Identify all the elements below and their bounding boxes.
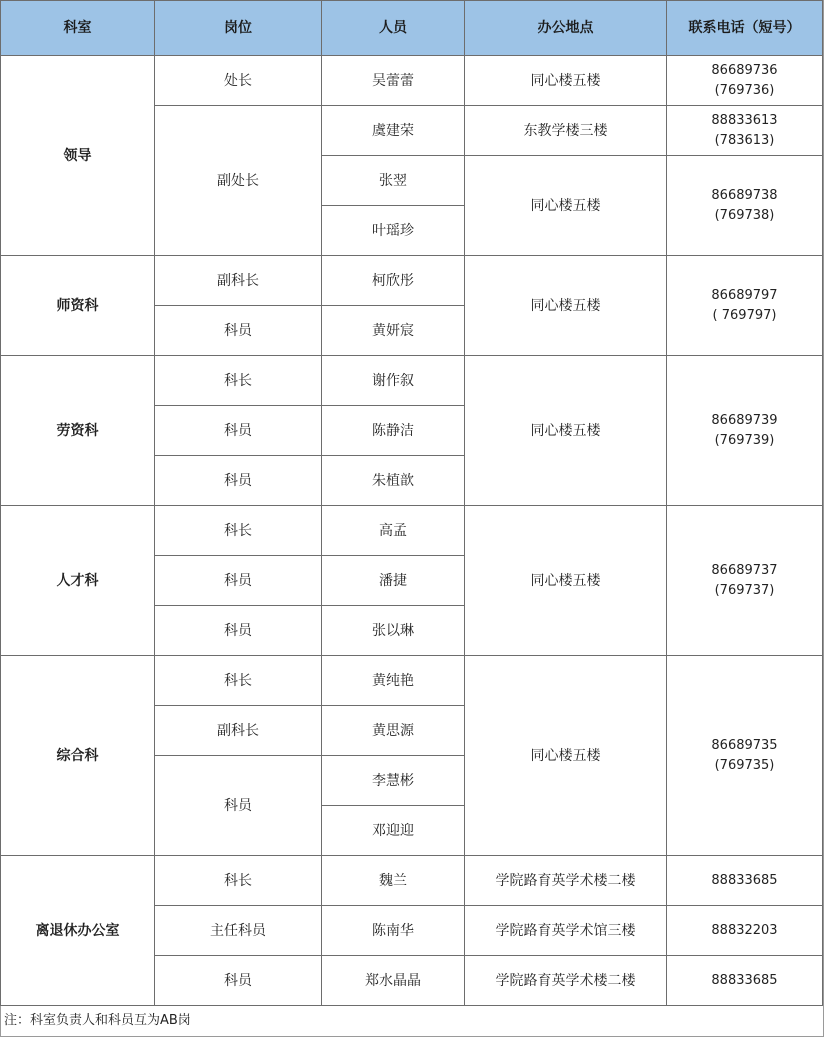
phone-cell	[667, 106, 823, 156]
post-cell: 科员	[155, 606, 322, 656]
person-cell: 李慧彬	[322, 756, 465, 806]
phone-short: (769735)	[714, 757, 775, 773]
person-cell: 邓迎迎	[322, 806, 465, 856]
post-cell: 科员	[155, 406, 322, 456]
phone-cell	[667, 506, 823, 656]
location-cell: 同心楼五楼	[465, 506, 667, 656]
header-dept: 科室	[1, 1, 155, 56]
post-cell: 科长	[155, 356, 322, 406]
person-cell: 张以琳	[322, 606, 465, 656]
header-location: 办公地点	[465, 1, 667, 56]
table-row	[1, 256, 823, 306]
person-cell: 魏兰	[322, 856, 465, 906]
dept-cell: 师资科	[1, 256, 155, 356]
dept-cell: 劳资科	[1, 356, 155, 506]
person-cell: 黄思源	[322, 706, 465, 756]
person-cell: 朱植歆	[322, 456, 465, 506]
person-cell: 吴蕾蕾	[322, 56, 465, 106]
phone-short: (769736)	[714, 82, 775, 98]
phone-number: 88833685	[711, 972, 778, 988]
post-cell: 副科长	[155, 706, 322, 756]
location-cell: 同心楼五楼	[465, 656, 667, 856]
person-cell: 谢作叙	[322, 356, 465, 406]
location-cell: 同心楼五楼	[465, 256, 667, 356]
table-row	[1, 56, 823, 106]
person-cell: 郑水晶晶	[322, 956, 465, 1006]
person-cell: 高孟	[322, 506, 465, 556]
post-cell: 科长	[155, 506, 322, 556]
location-cell: 学院路育英学术楼二楼	[465, 856, 667, 906]
phone-cell	[667, 156, 823, 256]
table-row	[1, 656, 823, 706]
table-row	[1, 506, 823, 556]
phone-cell	[667, 956, 823, 1006]
person-cell: 黄纯艳	[322, 656, 465, 706]
phone-number: 88832203	[711, 922, 778, 938]
phone-number: 86689735	[711, 737, 778, 753]
phone-number: 88833685	[711, 872, 778, 888]
location-cell: 同心楼五楼	[465, 56, 667, 106]
post-cell: 科员	[155, 756, 322, 856]
post-cell: 科员	[155, 456, 322, 506]
phone-short: (769737)	[714, 582, 775, 598]
table-header-row	[1, 1, 823, 56]
phone-number: 86689737	[711, 562, 778, 578]
post-cell: 处长	[155, 56, 322, 106]
location-cell: 同心楼五楼	[465, 156, 667, 256]
phone-short: (769738)	[714, 207, 775, 223]
post-cell: 科长	[155, 656, 322, 706]
post-cell: 科长	[155, 856, 322, 906]
phone-short: (783613)	[714, 132, 775, 148]
post-cell: 副处长	[155, 106, 322, 256]
phone-number: 86689797	[711, 287, 778, 303]
location-cell: 学院路育英学术楼二楼	[465, 956, 667, 1006]
table-row	[1, 856, 823, 906]
phone-cell	[667, 56, 823, 106]
person-cell: 潘捷	[322, 556, 465, 606]
phone-short: (769739)	[714, 432, 775, 448]
dept-cell: 综合科	[1, 656, 155, 856]
post-cell: 科员	[155, 556, 322, 606]
person-cell: 黄妍宸	[322, 306, 465, 356]
person-cell: 叶瑶珍	[322, 206, 465, 256]
phone-short: ( 769797)	[712, 307, 777, 323]
header-phone: 联系电话（短号）	[667, 1, 823, 56]
person-cell: 张翌	[322, 156, 465, 206]
header-post: 岗位	[155, 1, 322, 56]
post-cell: 科员	[155, 956, 322, 1006]
phone-cell	[667, 356, 823, 506]
location-cell: 东教学楼三楼	[465, 106, 667, 156]
post-cell: 科员	[155, 306, 322, 356]
phone-cell	[667, 256, 823, 356]
person-cell: 陈静洁	[322, 406, 465, 456]
dept-cell: 领导	[1, 56, 155, 256]
dept-cell: 人才科	[1, 506, 155, 656]
post-cell: 主任科员	[155, 906, 322, 956]
post-cell: 副科长	[155, 256, 322, 306]
dept-cell: 离退休办公室	[1, 856, 155, 1006]
location-cell: 学院路育英学术馆三楼	[465, 906, 667, 956]
location-cell: 同心楼五楼	[465, 356, 667, 506]
person-cell: 虞建荣	[322, 106, 465, 156]
person-cell: 陈南华	[322, 906, 465, 956]
phone-number: 86689738	[711, 187, 778, 203]
footnote: 注：科室负责人和科员互为AB岗	[4, 1013, 191, 1028]
phone-cell	[667, 656, 823, 856]
person-cell: 柯欣彤	[322, 256, 465, 306]
phone-cell	[667, 856, 823, 906]
header-person: 人员	[322, 1, 465, 56]
phone-number: 86689739	[711, 412, 778, 428]
table-row	[1, 356, 823, 406]
phone-cell	[667, 906, 823, 956]
phone-number: 88833613	[711, 112, 778, 128]
phone-number: 86689736	[711, 62, 778, 78]
